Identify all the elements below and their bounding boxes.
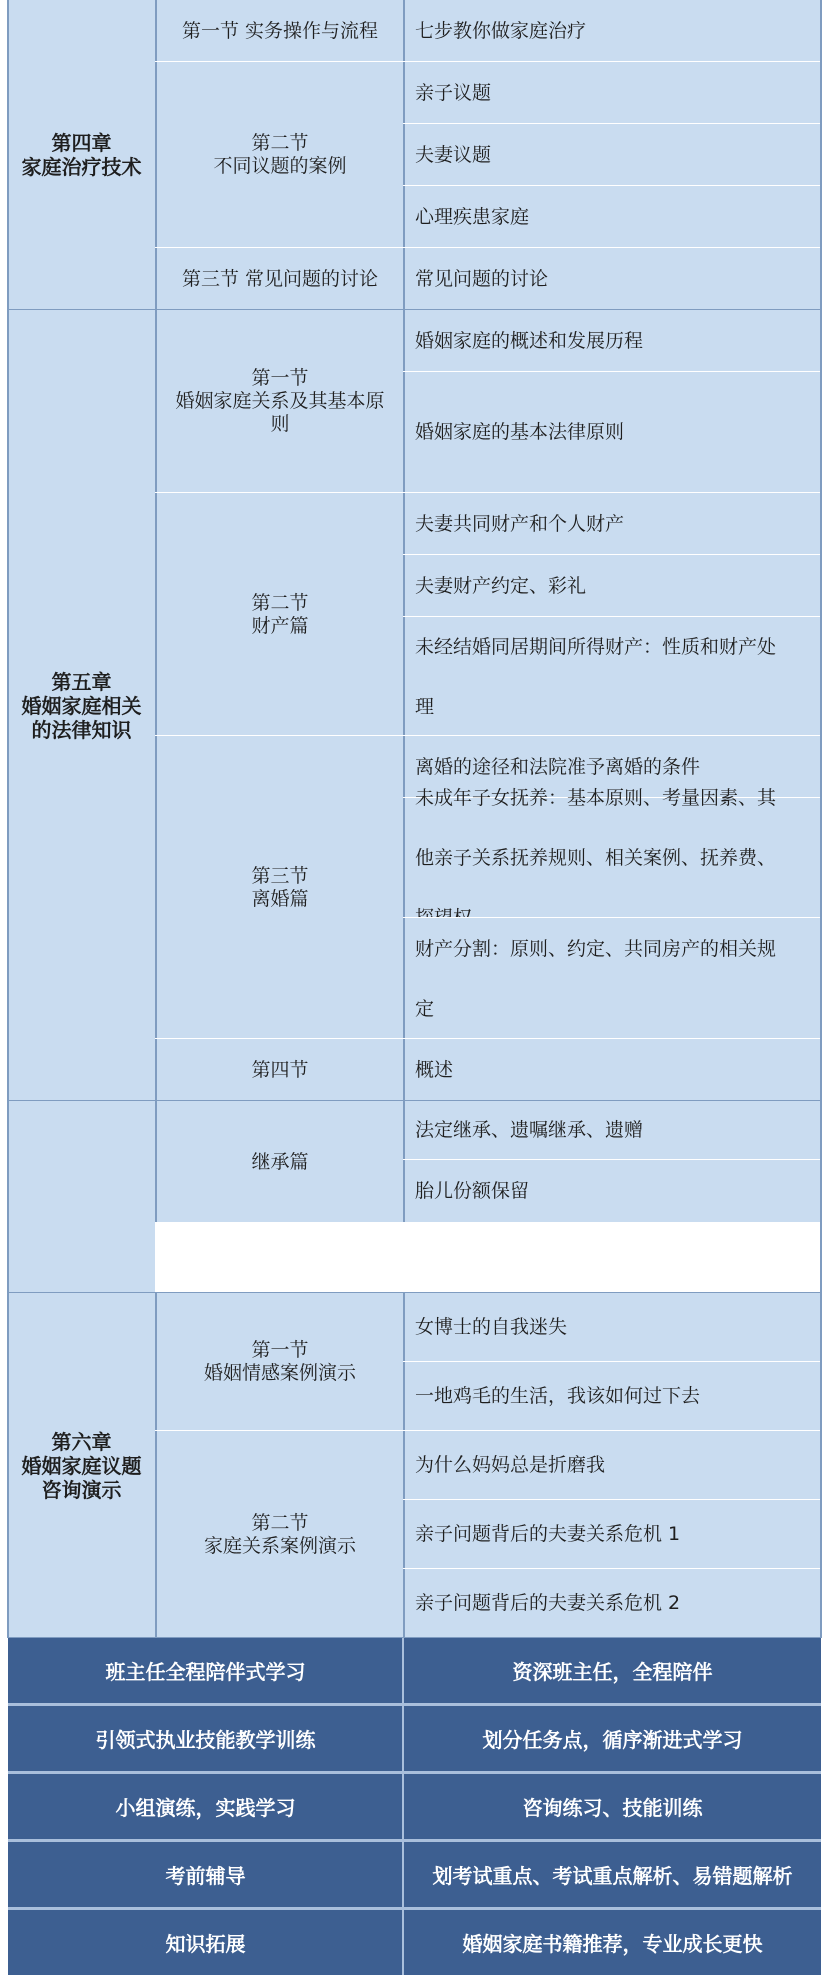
text-line: 亲子问题背后的夫妻关系危机 1 — [415, 1523, 681, 1546]
section-cell — [155, 0, 403, 62]
text-line: 第二节 — [251, 132, 309, 155]
text-line: 家庭关系案例演示 — [203, 1534, 356, 1557]
topic-cell — [403, 1500, 821, 1569]
text-line: 为什么妈妈总是折磨我 — [415, 1454, 606, 1477]
chapter-cell — [8, 1101, 155, 1293]
feature-name: 考前辅导 — [165, 1864, 246, 1888]
text-line: 常见问题的讨论 — [415, 267, 549, 290]
text-line: 第三节 — [251, 864, 309, 887]
feature-row — [8, 1706, 821, 1771]
text-line: 的法律知识 — [31, 717, 132, 742]
text-line: 夫妻财产约定、彩礼 — [415, 574, 587, 597]
feature-desc: 划分任务点，循序渐进式学习 — [482, 1728, 743, 1752]
text-line: 夫妻共同财产和个人财产 — [415, 512, 625, 535]
section-cell — [155, 310, 403, 493]
topic-cell — [403, 310, 821, 372]
topic-cell — [403, 1160, 821, 1223]
topic-cell — [403, 493, 821, 555]
text-line: 第一节 实务操作与流程 — [181, 19, 379, 42]
feature-name: 班主任全程陪伴式学习 — [105, 1660, 306, 1684]
section-cell — [155, 62, 403, 248]
text-line: 则 — [270, 412, 290, 435]
section-cell — [155, 493, 403, 736]
text-line: 定 — [415, 997, 435, 1020]
topic-cell — [403, 555, 821, 617]
text-line: 心理疾患家庭 — [415, 205, 530, 228]
text-line: 女博士的自我迷失 — [415, 1316, 568, 1339]
feature-name: 引领式执业技能教学训练 — [95, 1728, 316, 1752]
table-right-border — [820, 0, 822, 1638]
text-line: 婚姻家庭议题 — [21, 1453, 142, 1478]
section-cell — [155, 1039, 403, 1101]
feature-row — [8, 1638, 821, 1703]
section-cell — [155, 1293, 403, 1431]
text-line: 第二节 — [251, 591, 309, 614]
feature-row — [8, 1910, 821, 1975]
text-line: 第六章 — [51, 1429, 112, 1454]
text-line: 财产篇 — [251, 614, 309, 637]
text-line: 未经结婚同居期间所得财产：性质和财产处 — [415, 635, 777, 658]
chapter-cell — [8, 0, 155, 310]
section-cell — [155, 1431, 403, 1638]
text-line: 他亲子关系抚养规则、相关案例、抚养费、 — [415, 847, 777, 869]
topic-cell — [403, 0, 821, 62]
text-line: 理 — [415, 695, 435, 718]
text-line: 七步教你做家庭治疗 — [415, 19, 587, 42]
text-line: 法定继承、遗嘱继承、遗赠 — [415, 1119, 644, 1142]
topic-cell — [403, 918, 821, 1039]
text-line: 夫妻议题 — [415, 143, 492, 166]
table-left-border — [7, 0, 9, 1638]
text-line: 第四章 — [51, 131, 112, 155]
feature-name: 小组演练，实践学习 — [115, 1796, 296, 1820]
text-line: 继承篇 — [251, 1150, 309, 1173]
topic-cell — [403, 1039, 821, 1101]
feature-desc: 咨询练习、技能训练 — [522, 1796, 703, 1820]
section-divider — [155, 1222, 821, 1224]
text-line: 婚姻情感案例演示 — [203, 1362, 356, 1384]
topic-cell — [403, 372, 821, 493]
text-line: 婚姻家庭相关 — [21, 693, 142, 718]
topic-cell — [403, 1101, 821, 1160]
text-line: 婚姻家庭关系及其基本原 — [175, 390, 385, 413]
text-line: 第一节 — [251, 367, 309, 390]
feature-name: 知识拓展 — [165, 1932, 246, 1956]
text-line: 家庭治疗技术 — [21, 155, 142, 179]
text-line: 未成年子女抚养：基本原则、考量因素、其 — [415, 787, 777, 809]
text-line: 咨询演示 — [41, 1477, 122, 1502]
text-line: 婚姻家庭的概述和发展历程 — [415, 329, 644, 352]
topic-cell — [403, 186, 821, 248]
feature-desc: 划考试重点、考试重点解析、易错题解析 — [432, 1864, 793, 1888]
text-line: 第一节 — [251, 1339, 309, 1362]
topic-cell — [403, 248, 821, 310]
text-line: 第三节 常见问题的讨论 — [181, 267, 379, 290]
topic-cell — [403, 1293, 821, 1362]
topic-cell — [403, 124, 821, 186]
chapter-cell — [8, 310, 155, 1101]
text-line: 第五章 — [51, 669, 112, 694]
topic-cell — [403, 1362, 821, 1431]
text-line: 亲子问题背后的夫妻关系危机 2 — [415, 1592, 681, 1615]
topic-cell — [403, 617, 821, 736]
text-line: 概述 — [415, 1058, 454, 1081]
chapter-cell — [8, 1293, 155, 1638]
section-cell — [155, 1101, 403, 1223]
feature-row — [8, 1774, 821, 1839]
topic-cell — [403, 787, 821, 918]
topic-cell — [403, 1431, 821, 1500]
section-cell — [155, 248, 403, 310]
topic-cell — [403, 62, 821, 124]
text-line: 婚姻家庭的基本法律原则 — [415, 421, 625, 444]
text-line: 亲子议题 — [415, 81, 492, 104]
text-line: 离婚的途径和法院准予离婚的条件 — [415, 755, 701, 778]
text-line: 不同议题的案例 — [213, 155, 347, 177]
text-line: 第四节 — [251, 1058, 309, 1081]
feature-row — [8, 1842, 821, 1907]
feature-desc: 资深班主任，全程陪伴 — [512, 1660, 713, 1684]
text-line: 胎儿份额保留 — [415, 1180, 530, 1203]
text-line: 一地鸡毛的生活，我该如何过下去 — [415, 1385, 701, 1408]
text-line: 离婚篇 — [251, 887, 309, 910]
topic-cell — [403, 1569, 821, 1638]
text-line: 第二节 — [251, 1511, 309, 1534]
feature-desc: 婚姻家庭书籍推荐，专业成长更快 — [462, 1932, 763, 1956]
section-cell — [155, 736, 403, 1039]
text-line: 财产分割：原则、约定、共同房产的相关规 — [415, 937, 777, 960]
